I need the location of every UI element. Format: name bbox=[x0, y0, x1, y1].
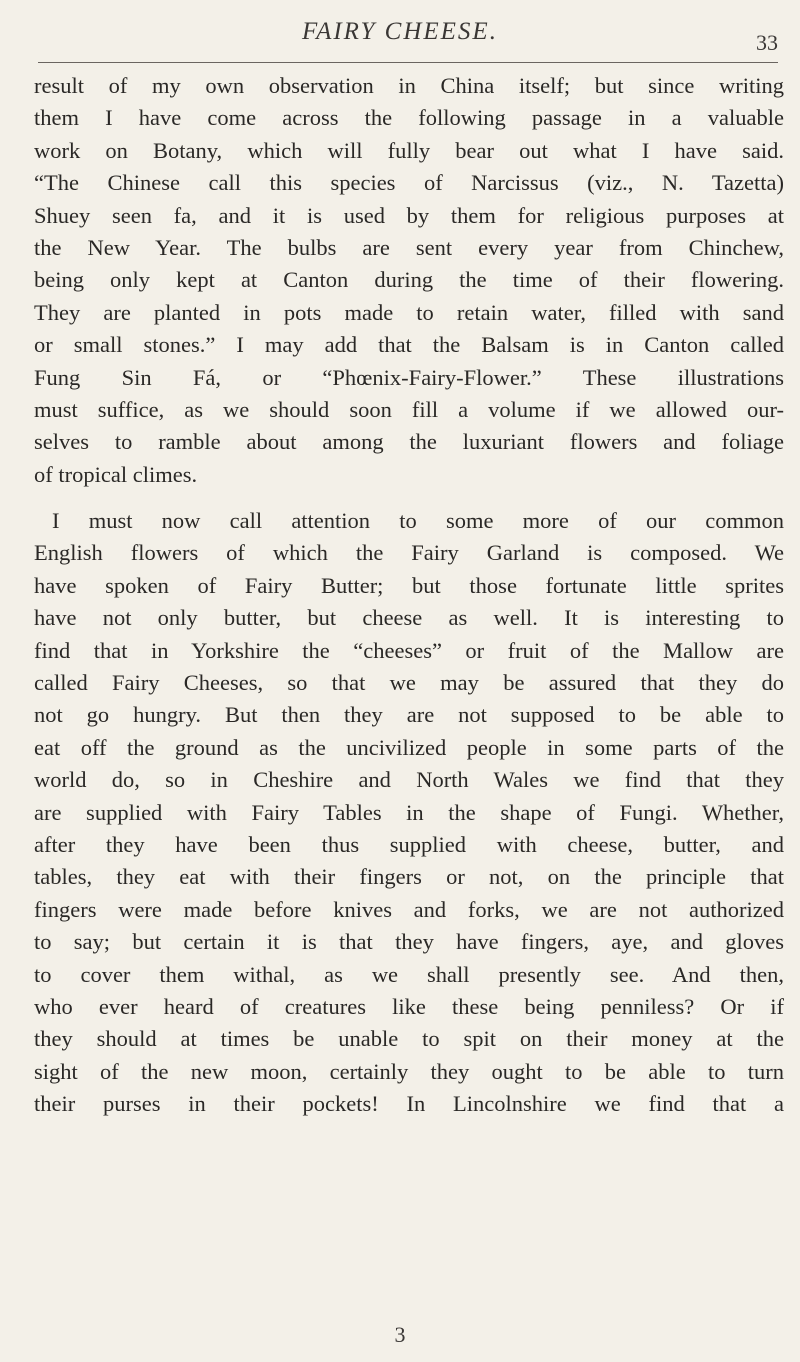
text-line: fingers were made before knives and forks, we are not authorized bbox=[34, 896, 784, 922]
text-line: “The Chinese call this species of Narcissus (viz., N. Tazetta) bbox=[34, 170, 784, 196]
text-line: result of my own observation in China itself; but since writing bbox=[34, 73, 784, 98]
paragraph-1 bbox=[34, 70, 784, 491]
text-line: work on Botany, which will fully bear out what I have said. bbox=[34, 137, 784, 163]
text-line: their purses in their pockets! In Lincolnshire we find that a bbox=[34, 1091, 784, 1117]
page-number: 33 bbox=[756, 30, 778, 55]
header-rule bbox=[38, 62, 778, 63]
text-line: not go hungry. But then they are not supposed to be able to bbox=[34, 702, 784, 728]
signature-mark: 3 bbox=[394, 1322, 406, 1347]
text-line: They are planted in pots made to retain water, filled with sand bbox=[34, 299, 784, 325]
paragraph-2 bbox=[34, 505, 784, 1120]
text-line: sight of the new moon, certainly they ought to be able to turn bbox=[34, 1058, 784, 1084]
text-line: English flowers of which the Fairy Garland is composed. We bbox=[34, 540, 784, 566]
text-line: the New Year. The bulbs are sent every year from Chinchew, bbox=[34, 234, 784, 260]
text-line: must suffice, as we should soon fill a volume if we allowed our- bbox=[34, 396, 784, 422]
text-line: selves to ramble about among the luxuriant flowers and foliage bbox=[34, 429, 784, 455]
text-line: eat off the ground as the uncivilized people in some parts of the bbox=[34, 734, 784, 760]
text-line: find that in Yorkshire the “cheeses” or fruit of the Mallow are bbox=[34, 637, 784, 663]
text-line: of tropical climes. bbox=[34, 461, 198, 487]
paragraph-gap bbox=[34, 491, 784, 505]
text-line: called Fairy Cheeses, so that we may be assured that they do bbox=[34, 670, 784, 696]
text-line: to say; but certain it is that they have fingers, aye, and gloves bbox=[34, 929, 784, 955]
text-line: to cover them withal, as we shall presently see. And then, bbox=[34, 961, 784, 987]
text-line: who ever heard of creatures like these being penniless? Or if bbox=[34, 993, 784, 1019]
text-line: being only kept at Canton during the time of their flowering. bbox=[34, 267, 784, 293]
text-line: or small stones.” I may add that the Balsam is in Canton called bbox=[34, 332, 784, 358]
text-line: have not only butter, but cheese as well. It is interesting to bbox=[34, 605, 784, 631]
text-line: Fung Sin Fá, or “Phœnix-Fairy-Flower.” These illustrations bbox=[34, 364, 784, 390]
body-text bbox=[34, 70, 784, 1121]
text-line: I must now call attention to some more of our common bbox=[52, 508, 784, 534]
text-line: them I have come across the following passage in a valuable bbox=[34, 105, 784, 131]
text-line: Shuey seen fa, and it is used by them for religious purposes at bbox=[34, 202, 784, 228]
text-line: are supplied with Fairy Tables in the shape of Fungi. Whether, bbox=[34, 799, 784, 825]
text-line: after they have been thus supplied with cheese, butter, and bbox=[34, 831, 784, 857]
text-line: tables, they eat with their fingers or not, on the principle that bbox=[34, 864, 784, 890]
text-line: have spoken of Fairy Butter; but those fortunate little sprites bbox=[34, 572, 784, 598]
text-line: world do, so in Cheshire and North Wales we find that they bbox=[34, 767, 784, 793]
text-line: they should at times be unable to spit on their money at the bbox=[34, 1026, 784, 1052]
running-title: FAIRY CHEESE. bbox=[302, 18, 498, 45]
